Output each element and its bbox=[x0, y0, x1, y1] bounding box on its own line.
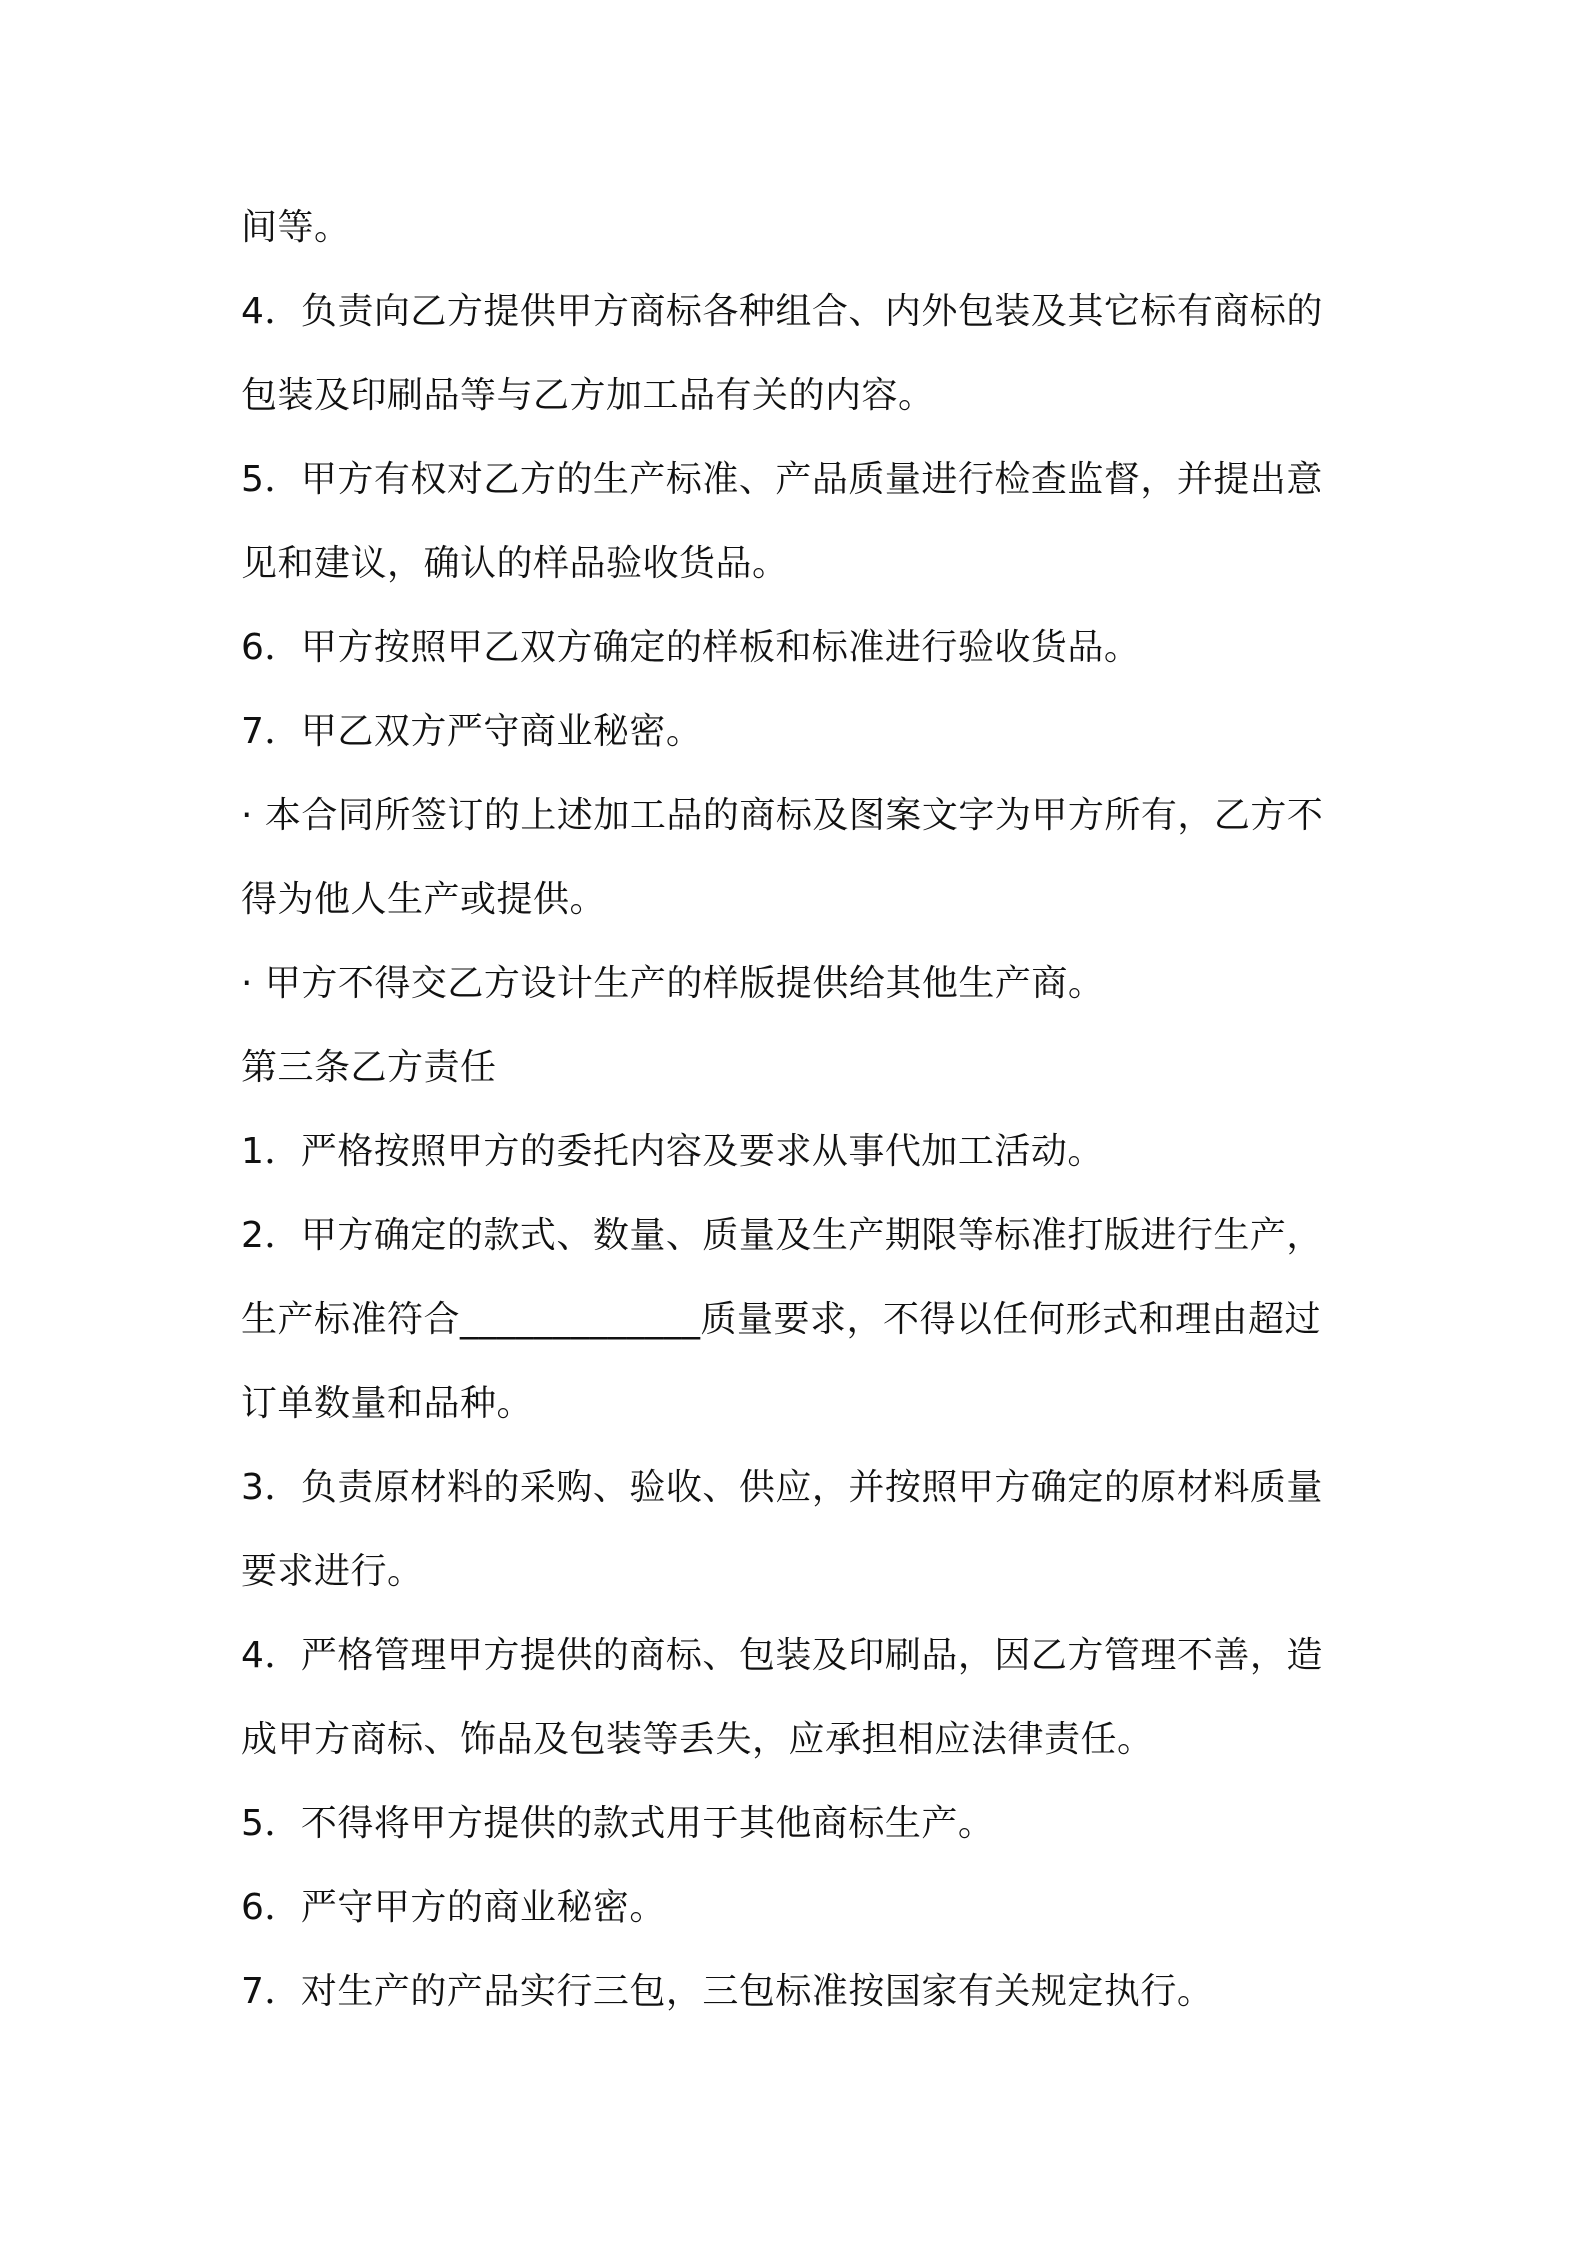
text-line: 生产标准符合_____________质量要求，不得以任何形式和理由超过 bbox=[241, 1299, 1322, 1340]
text-line: 4．严格管理甲方提供的商标、包装及印刷品，因乙方管理不善，造 bbox=[241, 1635, 1323, 1676]
text-line: 6．严守甲方的商业秘密。 bbox=[241, 1887, 666, 1928]
text-line: 得为他人生产或提供。 bbox=[241, 879, 607, 920]
text-line: 5．甲方有权对乙方的生产标准、产品质量进行检查监督，并提出意 bbox=[241, 459, 1323, 500]
text-line: 5．不得将甲方提供的款式用于其他商标生产。 bbox=[241, 1803, 995, 1844]
text-line: 订单数量和品种。 bbox=[241, 1383, 534, 1424]
text-line: 间等。 bbox=[241, 207, 351, 248]
text-line: · 甲方不得交乙方设计生产的样版提供给其他生产商。 bbox=[241, 963, 1105, 1004]
text-line: 4．负责向乙方提供甲方商标各种组合、内外包装及其它标有商标的 bbox=[241, 291, 1323, 332]
text-line: 见和建议，确认的样品验收货品。 bbox=[241, 543, 789, 584]
text-line: 3．负责原材料的采购、验收、供应，并按照甲方确定的原材料质量 bbox=[241, 1467, 1323, 1508]
text-line: 要求进行。 bbox=[241, 1551, 424, 1592]
text-line: 6．甲方按照甲乙双方确定的样板和标准进行验收货品。 bbox=[241, 627, 1141, 668]
text-line: 7．对生产的产品实行三包，三包标准按国家有关规定执行。 bbox=[241, 1971, 1214, 2012]
text-line: 2．甲方确定的款式、数量、质量及生产期限等标准打版进行生产， bbox=[241, 1215, 1323, 1256]
text-line: 包装及印刷品等与乙方加工品有关的内容。 bbox=[241, 375, 935, 416]
section-heading: 第三条乙方责任 bbox=[241, 1047, 497, 1088]
text-line: 1．严格按照甲方的委托内容及要求从事代加工活动。 bbox=[241, 1131, 1104, 1172]
text-line: · 本合同所签订的上述加工品的商标及图案文字为甲方所有，乙方不 bbox=[241, 795, 1324, 836]
text-line: 7．甲乙双方严守商业秘密。 bbox=[241, 711, 703, 752]
text-line: 成甲方商标、饰品及包装等丢失，应承担相应法律责任。 bbox=[241, 1719, 1154, 1760]
